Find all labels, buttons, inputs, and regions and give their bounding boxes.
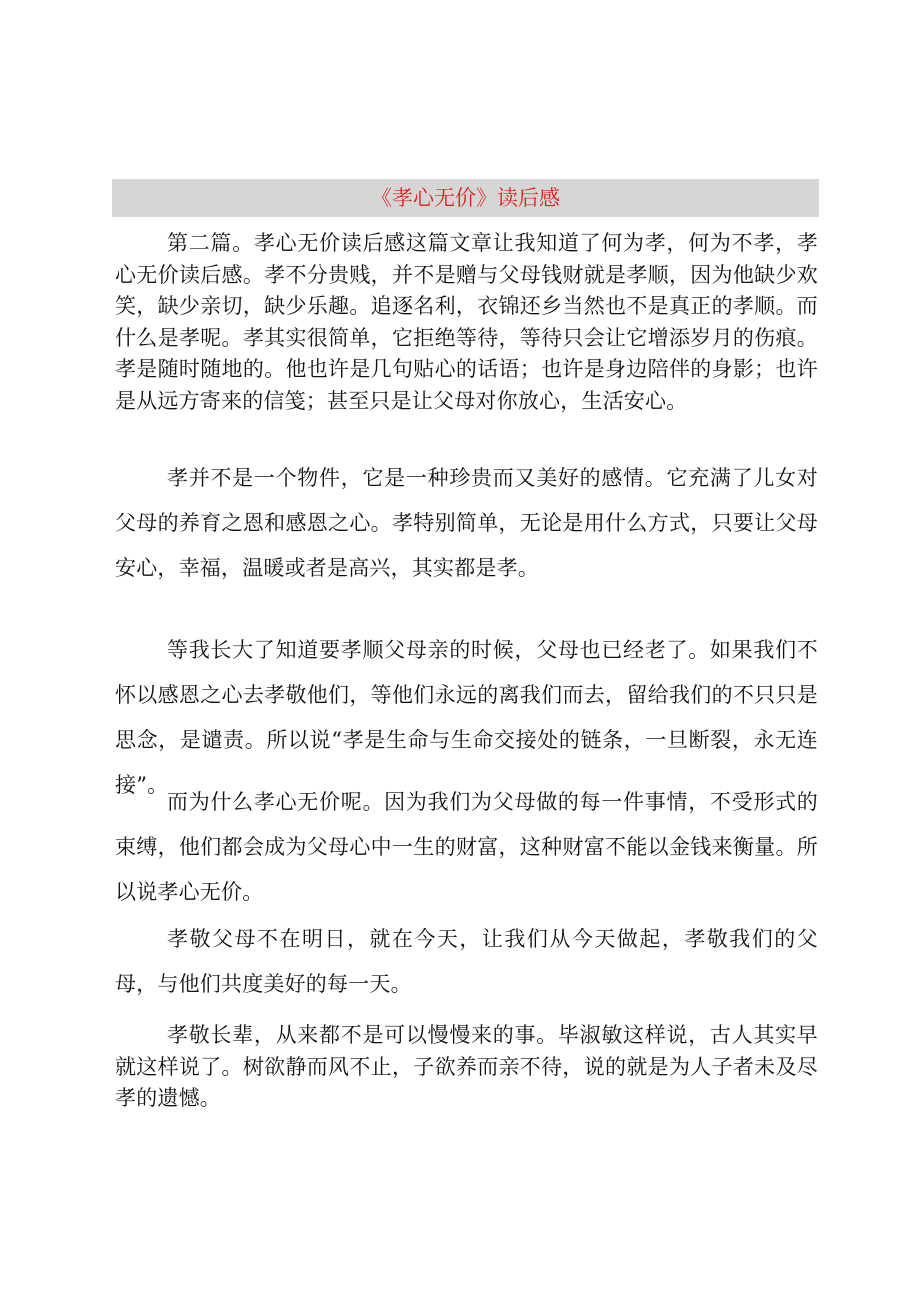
paragraph-6: 孝敬长辈，从来都不是可以慢慢来的事。毕淑敏这样说，古人其实早就这样说了。树欲静而风不止，子欲养而亲不待，说的就是为人子者未及尽孝的遗憾。 [115,1023,818,1110]
paragraph-5: 孝敬父母不在明日，就在今天，让我们从今天做起，孝敬我们的父母，与他们共度美好的每一天。 [115,927,818,996]
document-title: 《孝心无价》读后感 [112,179,819,217]
paragraph-3: 等我长大了知道要孝顺父母亲的时候，父母也已经老了。如果我们不怀以感恩之心去孝敬他们，等他们永远的离我们而去，留给我们的不只只是思念，是谴责。所以说“孝是生命与生命交接处的链条，一旦断裂，永无连接”。 [115,638,818,797]
paragraph-4: 而为什么孝心无价呢。因为我们为父母做的每一件事情，不受形式的束缚，他们都会成为父母心中一生的财富，这种财富不能以金钱来衡量。所以说孝心无价。 [115,790,818,904]
paragraph-2: 孝并不是一个物件，它是一种珍贵而又美好的感情。它充满了儿女对父母的养育之恩和感恩之心。孝特别简单，无论是用什么方式，只要让父母安心，幸福，温暖或者是高兴，其实都是孝。 [115,466,818,580]
paragraph-1: 第二篇。孝心无价读后感这篇文章让我知道了何为孝，何为不孝，孝心无价读后感。孝不分贵贱，并不是赠与父母钱财就是孝顺，因为他缺少欢笑，缺少亲切，缺少乐趣。追逐名利，衣锦还乡当然也不是真正的孝顺。而什么是孝呢。孝其实很简单，它拒绝等待，等待只会让它增添岁月的伤痕。孝是随时随地的。他也许是几句贴心的话语；也许是身边陪伴的身影；也许是从远方寄来的信笺；甚至只是让父母对你放心，生活安心。 [115,231,818,413]
